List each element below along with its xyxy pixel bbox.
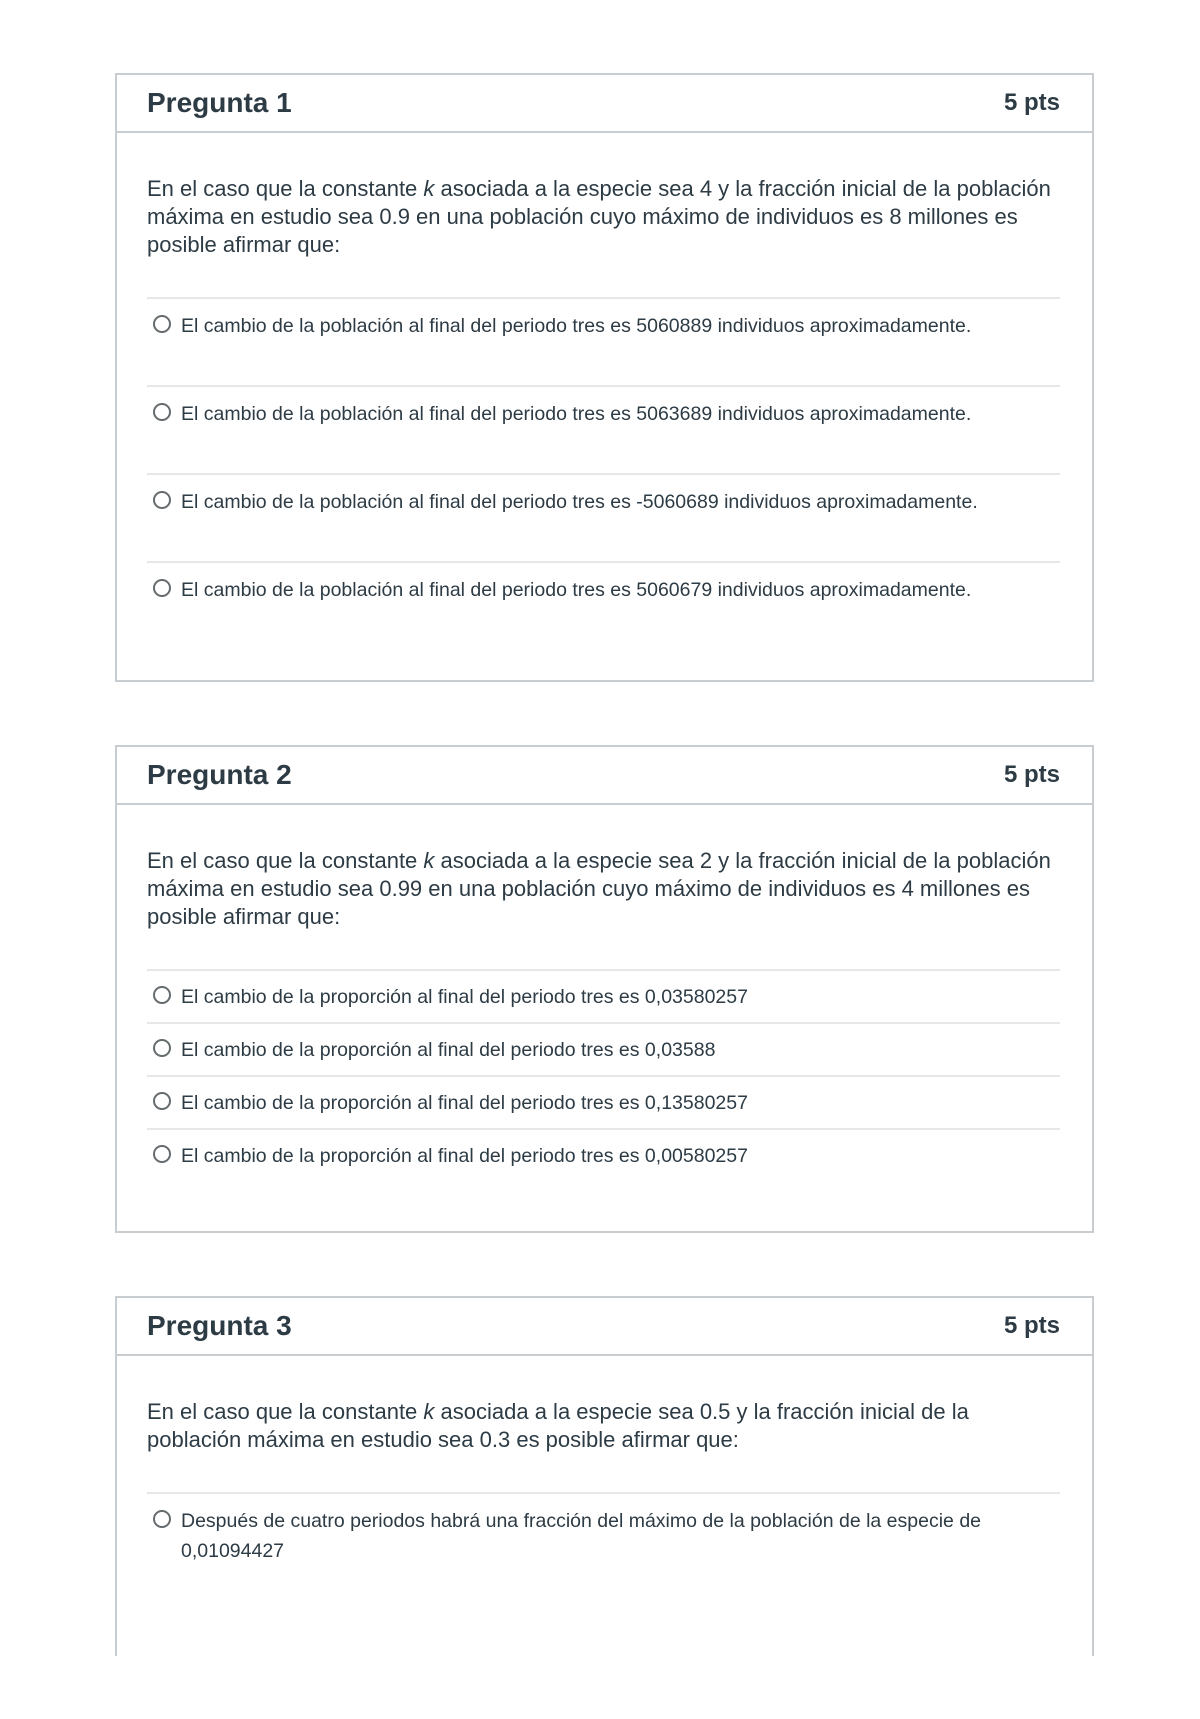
answer-option-1[interactable] [147, 1494, 1060, 1580]
answer-option-4[interactable] [147, 563, 1060, 649]
radio-button[interactable] [153, 1510, 171, 1528]
answer-option-3[interactable] [147, 1077, 1060, 1130]
radio-button[interactable] [153, 1092, 171, 1110]
radio-button[interactable] [153, 986, 171, 1004]
answer-option-2[interactable] [147, 1024, 1060, 1077]
answer-list [147, 1492, 1060, 1580]
answer-option-1[interactable] [147, 299, 1060, 387]
answer-option-4[interactable] [147, 1130, 1060, 1181]
question-text [147, 1398, 1060, 1454]
answer-label: El cambio de la proporción al final del periodo tres es 0,13580257 [181, 1092, 748, 1114]
quiz-question-list [115, 73, 1094, 1719]
constant-k: k [423, 1399, 435, 1424]
question-text [147, 847, 1060, 931]
question-text [147, 175, 1060, 259]
question-1 [115, 73, 1094, 682]
answer-label: Después de cuatro periodos habrá una fracción del máximo de la población de la especie de 0,01094427 [181, 1510, 982, 1562]
answer-label: El cambio de la proporción al final del periodo tres es 0,03580257 [181, 986, 748, 1008]
question-text-end: asociada a la especie sea 0.5 y la fracción inicial de la población máxima en estudio sea 0.3 es posible afirmar que: [147, 1399, 969, 1452]
answer-label: El cambio de la población al final del periodo tres es 5060679 individuos aproximadamente. [181, 579, 972, 601]
question-body [117, 133, 1092, 649]
radio-button[interactable] [153, 579, 171, 597]
answer-option-2[interactable] [147, 387, 1060, 475]
question-text-end: asociada a la especie sea 4 y la fracción inicial de la población máxima en estudio sea 0.9 en una población cuyo máximo de individuos es 8 millones es posible afirmar que: [147, 176, 1051, 257]
question-points: 5 pts [1003, 89, 1060, 116]
constant-k: k [423, 176, 435, 201]
question-body [117, 1356, 1092, 1580]
question-2 [115, 745, 1094, 1233]
answer-label: El cambio de la proporción al final del periodo tres es 0,00580257 [181, 1145, 748, 1167]
question-points: 5 pts [1003, 761, 1060, 788]
answer-label: El cambio de la población al final del periodo tres es -5060689 individuos aproximadamente. [181, 491, 978, 513]
question-text-start: En el caso que la constante [147, 1399, 424, 1424]
answer-list [147, 969, 1060, 1181]
question-text-start: En el caso que la constante [147, 176, 424, 201]
answer-option-3[interactable] [147, 475, 1060, 563]
answer-label: El cambio de la proporción al final del periodo tres es 0,03588 [181, 1039, 716, 1061]
constant-k: k [423, 848, 435, 873]
radio-button[interactable] [153, 1039, 171, 1057]
answer-label: El cambio de la población al final del periodo tres es 5060889 individuos aproximadamente. [181, 315, 972, 337]
answer-label: El cambio de la población al final del periodo tres es 5063689 individuos aproximadamente. [181, 403, 972, 425]
question-header [117, 75, 1092, 133]
question-title: Pregunta 3 [147, 1310, 292, 1341]
question-body [117, 805, 1092, 1181]
answer-list [147, 297, 1060, 649]
question-title: Pregunta 1 [147, 87, 292, 118]
question-text-start: En el caso que la constante [147, 848, 424, 873]
radio-button[interactable] [153, 315, 171, 333]
radio-button[interactable] [153, 1145, 171, 1163]
radio-button[interactable] [153, 403, 171, 421]
answer-option-1[interactable] [147, 971, 1060, 1024]
question-header [117, 1298, 1092, 1356]
radio-button[interactable] [153, 491, 171, 509]
question-points: 5 pts [1003, 1312, 1060, 1339]
question-3 [115, 1296, 1094, 1656]
question-header [117, 747, 1092, 805]
question-text-end: asociada a la especie sea 2 y la fracción inicial de la población máxima en estudio sea 0.99 en una población cuyo máximo de individuos es 4 millones es posible afirmar que: [147, 848, 1051, 929]
question-title: Pregunta 2 [147, 759, 292, 790]
